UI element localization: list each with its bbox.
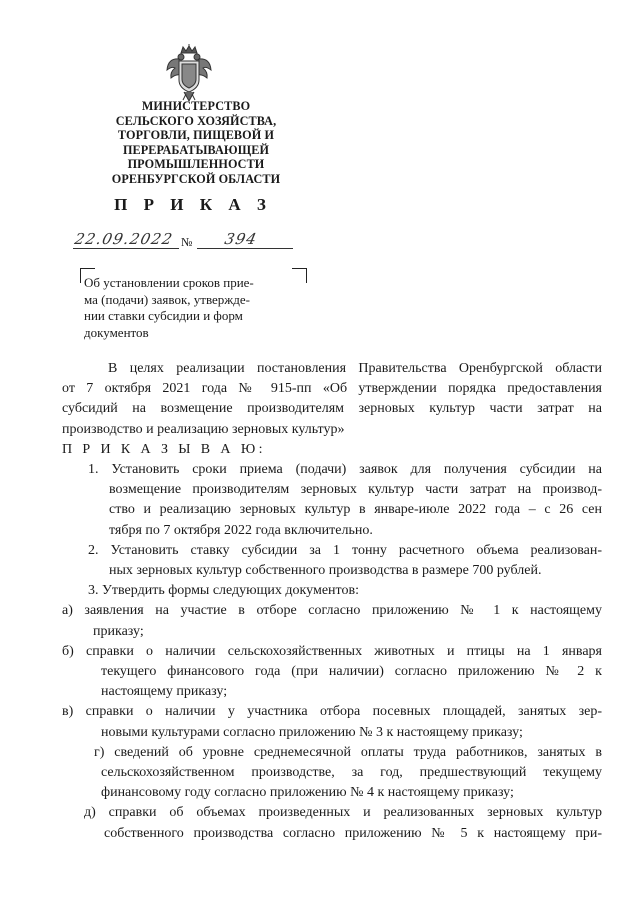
subitem-g-line: г) сведений об уровне среднемесячной оплаты труда работников, занятых в — [94, 744, 602, 760]
order-subject — [84, 275, 304, 341]
preamble-line: В целях реализации постановления Правительства Оренбургской области — [108, 361, 602, 376]
order-body — [62, 359, 602, 844]
order-number: 394 — [223, 230, 260, 248]
item-2-line: ных зерновых культур собственного производства в размере 700 рублей. — [109, 563, 542, 579]
ministry-line: ТОРГОВЛИ, ПИЩЕВОЙ И — [117, 128, 275, 143]
subitem-d-line: собственного производства согласно приложению № 5 к настоящему при- — [104, 825, 602, 841]
subitem-g-line: сельскохозяйственном производстве, за год, предшествующий текущему — [101, 765, 602, 781]
preamble-line: от 7 октября 2021 года № 915-пп «Об утверждении порядка предоставления — [62, 381, 602, 397]
item-2-line: 2. Установить ставку субсидии за 1 тонну расчетного объема реализован- — [88, 542, 602, 558]
orders-word: П Р И К А З Ы В А Ю: — [62, 441, 266, 457]
ministry-line: ОРЕНБУРГСКОЙ ОБЛАСТИ — [111, 171, 281, 186]
item-1-line: ство и реализацию зерновых культур в январе-июле 2022 года – с 26 сен — [109, 502, 602, 518]
subitem-b-line: настоящему приказу; — [101, 684, 228, 700]
subitem-g-line: финансовому году согласно приложению № 4 к настоящему приказу; — [101, 785, 514, 801]
subject-line: нии ставки субсидии и форм — [84, 308, 243, 324]
order-title: П Р И К А З — [114, 195, 272, 214]
order-number-label: № — [181, 235, 193, 249]
subitem-a-line: а) заявления на участие в отборе согласно приложению № 1 к настоящему — [62, 603, 602, 619]
subject-line: ма (подачи) заявок, утвержде- — [84, 291, 250, 307]
ministry-line: ПЕРЕРАБАТЫВАЮЩЕЙ — [122, 142, 270, 157]
ministry-line: СЕЛЬСКОГО ХОЗЯЙСТВА, — [115, 113, 277, 128]
subitem-d-line: д) справки об объемах произведенных и реализованных зерновых культур — [84, 805, 602, 821]
item-1-line: тября по 7 октября 2022 года включительно. — [109, 522, 373, 538]
subitem-v-line: новыми культурами согласно приложению № 3 к настоящему приказу; — [101, 724, 523, 740]
number-underline — [197, 248, 293, 249]
preamble-line: субсидий на возмещение производителям зерновых культур части затрат на — [62, 401, 602, 417]
preamble-line: производство и реализацию зерновых культур» — [62, 421, 345, 437]
date-underline — [73, 248, 179, 249]
subitem-b-line: текущего финансового года (при наличии) согласно приложению № 2 к — [101, 664, 602, 680]
ministry-line: ПРОМЫШЛЕННОСТИ — [127, 157, 265, 172]
coat-of-arms-icon — [166, 44, 212, 102]
subitem-b-line: б) справки о наличии сельскохозяйственных животных и птицы на 1 января — [62, 643, 602, 659]
subitem-v-line: в) справки о наличии у участника отбора посевных площадей, занятых зер- — [62, 704, 602, 720]
order-date: 22.09.2022 — [73, 230, 175, 248]
ministry-line: МИНИСТЕРСТВО — [141, 99, 251, 113]
order-date-number — [73, 230, 303, 252]
subject-line: Об установлении сроков прие- — [84, 275, 254, 290]
item-3-line: 3. Утвердить формы следующих документов: — [88, 583, 359, 599]
subject-line: документов — [84, 324, 149, 340]
item-1-line: возмещение производителям зерновых культур части затрат на производ- — [109, 482, 602, 498]
ministry-header — [78, 99, 314, 187]
subitem-a-line: приказу; — [93, 623, 144, 639]
item-1-line: 1. Установить сроки приема (подачи) заявок для получения субсидии на — [88, 462, 602, 478]
